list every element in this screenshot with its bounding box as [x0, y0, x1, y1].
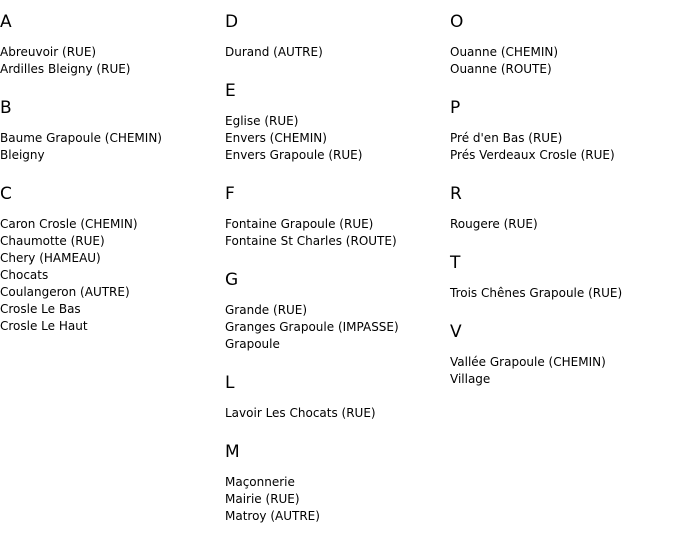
- street-item: Pré d'en Bas (RUE): [450, 131, 563, 145]
- street-list: [225, 44, 450, 61]
- street-list: [225, 405, 450, 422]
- street-list: [450, 216, 675, 233]
- street-item: Ouanne (ROUTE): [450, 62, 552, 76]
- street-item: Chaumotte (RUE): [0, 234, 105, 248]
- street-item: Lavoir Les Chocats (RUE): [225, 406, 376, 420]
- group-letter: G: [225, 270, 239, 290]
- street-list: [450, 44, 675, 78]
- letter-group-g: [225, 270, 450, 353]
- street-list: [450, 285, 675, 302]
- group-letter: R: [450, 184, 462, 204]
- street-column-3: [450, 0, 675, 388]
- letter-group-p: [450, 98, 675, 164]
- street-list: [225, 113, 450, 164]
- street-item: Chery (HAMEAU): [0, 251, 101, 265]
- street-item: Grande (RUE): [225, 303, 308, 317]
- group-letter: V: [450, 322, 462, 342]
- letter-group-c: [0, 184, 225, 335]
- street-item: Granges Grapoule (IMPASSE): [225, 320, 399, 334]
- street-list: [225, 302, 450, 353]
- letter-group-f: [225, 184, 450, 250]
- letter-group-l: [225, 373, 450, 422]
- street-list: [0, 216, 225, 335]
- group-letter: F: [225, 184, 235, 204]
- street-list: [225, 216, 450, 250]
- letter-group-a: [0, 12, 225, 78]
- group-letter: B: [0, 98, 12, 118]
- street-item: Crosle Le Bas: [0, 302, 81, 316]
- street-item: Fontaine Grapoule (RUE): [225, 217, 374, 231]
- group-letter: M: [225, 442, 240, 462]
- street-item: Vallée Grapoule (CHEMIN): [450, 355, 606, 369]
- street-item: Grapoule: [225, 337, 280, 351]
- street-item: Rougere (RUE): [450, 217, 538, 231]
- letter-group-r: [450, 184, 675, 233]
- letter-group-m: [225, 442, 450, 525]
- group-letter: C: [0, 184, 12, 204]
- group-letter: D: [225, 12, 239, 32]
- letter-group-t: [450, 253, 675, 302]
- letter-group-v: [450, 322, 675, 388]
- street-item: Mairie (RUE): [225, 492, 300, 506]
- street-item: Maçonnerie: [225, 475, 295, 489]
- street-item: Envers (CHEMIN): [225, 131, 327, 145]
- street-item: Coulangeron (AUTRE): [0, 285, 130, 299]
- street-item: Baume Grapoule (CHEMIN): [0, 131, 162, 145]
- street-list: [450, 130, 675, 164]
- letter-group-d: [225, 12, 450, 61]
- street-item: Matroy (AUTRE): [225, 509, 320, 523]
- letter-group-b: [0, 98, 225, 164]
- street-item: Fontaine St Charles (ROUTE): [225, 234, 397, 248]
- group-letter: L: [225, 373, 235, 393]
- street-list: [450, 354, 675, 388]
- street-list: [0, 130, 225, 164]
- group-letter: A: [0, 12, 12, 32]
- street-item: Durand (AUTRE): [225, 45, 323, 59]
- street-item: Ouanne (CHEMIN): [450, 45, 559, 59]
- street-item: Village: [450, 372, 491, 386]
- street-list: [0, 44, 225, 78]
- group-letter: E: [225, 81, 236, 101]
- street-item: Bleigny: [0, 148, 45, 162]
- street-column-2: [225, 0, 450, 525]
- street-item: Caron Crosle (CHEMIN): [0, 217, 138, 231]
- street-item: Chocats: [0, 268, 49, 282]
- street-item: Eglise (RUE): [225, 114, 299, 128]
- group-letter: O: [450, 12, 464, 32]
- letter-group-o: [450, 12, 675, 78]
- street-column-1: [0, 0, 225, 335]
- street-item: Abreuvoir (RUE): [0, 45, 97, 59]
- street-list: [225, 474, 450, 525]
- street-item: Prés Verdeaux Crosle (RUE): [450, 148, 615, 162]
- street-item: Ardilles Bleigny (RUE): [0, 62, 131, 76]
- letter-group-e: [225, 81, 450, 164]
- group-letter: P: [450, 98, 461, 118]
- street-item: Crosle Le Haut: [0, 319, 88, 333]
- group-letter: T: [450, 253, 461, 273]
- street-item: Envers Grapoule (RUE): [225, 148, 363, 162]
- street-item: Trois Chênes Grapoule (RUE): [450, 286, 623, 300]
